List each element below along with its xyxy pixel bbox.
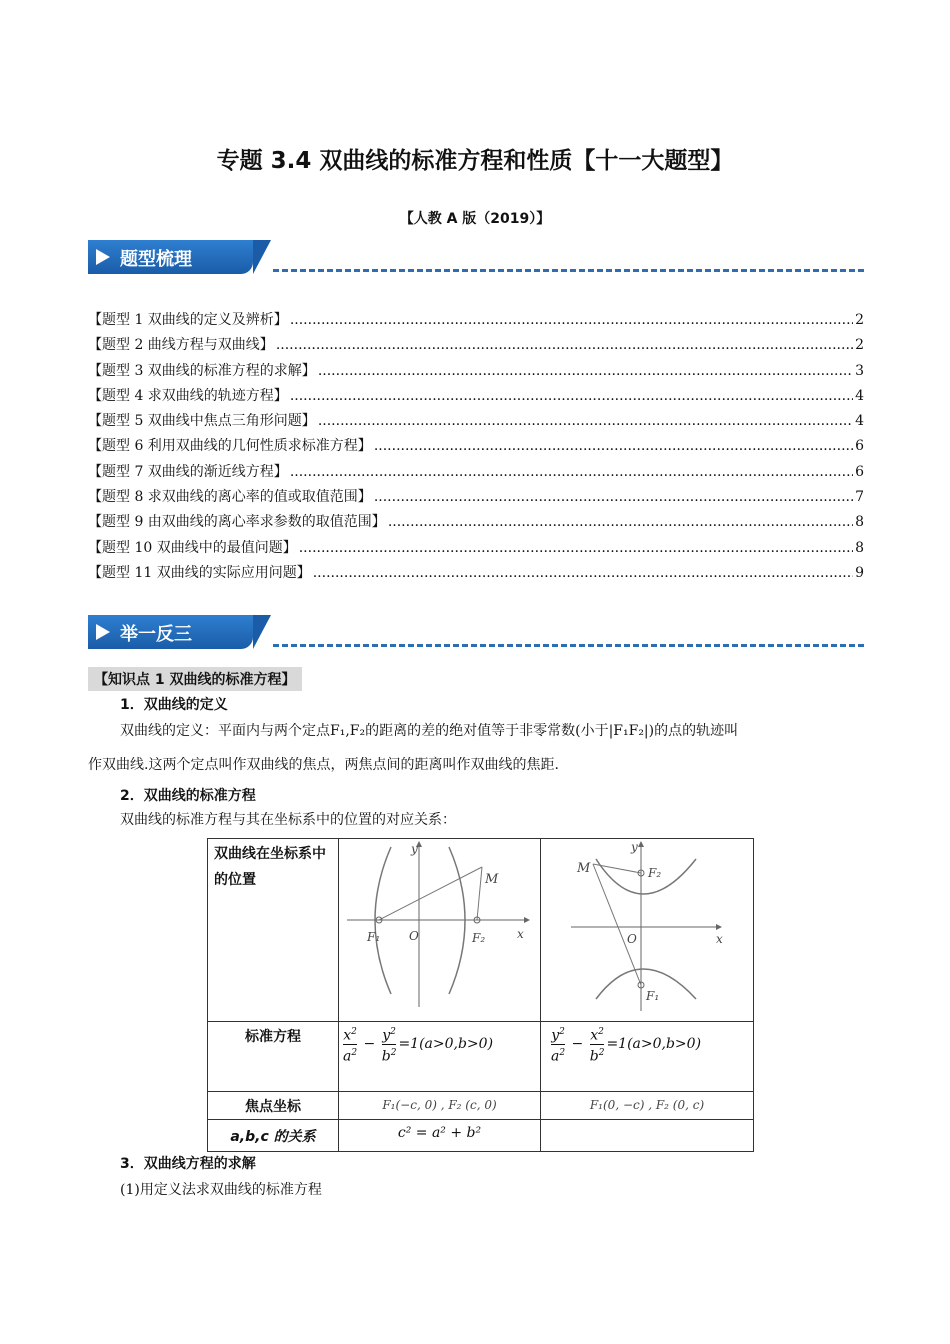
page-subtitle: 【人教 A 版（2019）】: [399, 211, 551, 227]
abc-relation: c² = a² + b²: [397, 1125, 482, 1141]
label-F1: F₁: [646, 989, 660, 1003]
table-of-contents: [88, 310, 864, 588]
label-O: O: [627, 932, 637, 946]
label-x: x: [716, 932, 723, 946]
method-definition: (1)用定义法求双曲线的标准方程: [120, 1182, 322, 1198]
heading-definition: 1．双曲线的定义: [120, 697, 228, 713]
section-banner-toc: [88, 240, 864, 274]
standard-intro: 双曲线的标准方程与其在坐标系中的位置的对应关系：: [120, 812, 456, 828]
page-title: 专题 3.4 双曲线的标准方程和性质【十一大题型】: [216, 148, 734, 174]
heading-solving: 3．双曲线方程的求解: [120, 1156, 256, 1172]
label-M: M: [485, 872, 499, 887]
row-head-foci: 焦点坐标: [245, 1099, 301, 1115]
equation-vertical: $\frac{y^2}{a^2}$ − $\frac{x^2}{b^2}$ =1(a>0,b>0): [549, 1024, 745, 1064]
toc-item[interactable]: 【题型 1 双曲线的定义及辨析】 ..... 2: [88, 310, 864, 335]
toc-item[interactable]: 【题型 10 双曲线中的最值问题】 ..... 8: [88, 538, 864, 563]
toc-item[interactable]: 【题型 2 曲线方程与双曲线】 ..... 2: [88, 335, 864, 360]
banner-label: 题型梳理: [120, 249, 192, 270]
definition-line1: 双曲线的定义：平面内与两个定点F₁,F₂的距离的差的绝对值等于非零常数(小于|F₁F₂|)的点的轨迹叫: [120, 723, 739, 739]
label-F2: F₂: [472, 931, 486, 945]
dashed-divider: [273, 269, 864, 272]
equation-horizontal: $\frac{x^2}{a^2}$ − $\frac{y^2}{b^2}$ =1(a>0,b>0): [341, 1024, 538, 1064]
toc-item[interactable]: 【题型 9 由双曲线的离心率求参数的取值范围】 ..... 8: [88, 512, 864, 537]
toc-item[interactable]: 【题型 7 双曲线的渐近线方程】 ..... 6: [88, 462, 864, 487]
toc-item[interactable]: 【题型 6 利用双曲线的几何性质求标准方程】 ..... 6: [88, 436, 864, 461]
dashed-divider: [273, 644, 864, 647]
banner-label: 举一反三: [120, 624, 192, 645]
heading-standard-equation: 2．双曲线的标准方程: [120, 788, 256, 804]
label-F1: F₁: [367, 930, 381, 944]
toc-item[interactable]: 【题型 8 求双曲线的离心率的值或取值范围】 ..... 7: [88, 487, 864, 512]
row-head-equation: 标准方程: [245, 1029, 301, 1045]
toc-item[interactable]: 【题型 5 双曲线中焦点三角形问题】 ..... 4: [88, 411, 864, 436]
foci-horizontal: F₁(−c, 0) , F₂ (c, 0): [382, 1098, 497, 1112]
toc-item[interactable]: 【题型 4 求双曲线的轨迹方程】 ..... 4: [88, 386, 864, 411]
toc-item[interactable]: 【题型 11 双曲线的实际应用问题】 ..... 9: [88, 563, 864, 588]
knowledge-point-tag: 【知识点 1 双曲线的标准方程】: [88, 667, 302, 691]
label-y: y: [631, 840, 638, 854]
label-O: O: [409, 929, 419, 943]
toc-item[interactable]: 【题型 3 双曲线的标准方程的求解】 ..... 3: [88, 361, 864, 386]
label-y: y: [411, 842, 418, 856]
section-banner-practice: [88, 615, 864, 649]
label-M: M: [577, 861, 591, 876]
row-head-relation: a,b,c 的关系: [230, 1129, 316, 1145]
definition-line2: 作双曲线.这两个定点叫作双曲线的焦点，两焦点间的距离叫作双曲线的焦距.: [88, 757, 559, 773]
label-x: x: [517, 927, 524, 941]
hyperbola-horizontal-figure: [339, 839, 539, 1017]
row-head-position: 双曲线在坐标系中的位置: [214, 846, 326, 888]
hyperbola-table: [207, 838, 754, 1152]
hyperbola-vertical-figure: [541, 839, 753, 1017]
foci-vertical: F₁(0, −c) , F₂ (0, c): [589, 1098, 705, 1112]
play-arrow-icon: [96, 249, 110, 265]
play-arrow-icon: [96, 624, 110, 640]
label-F2: F₂: [648, 866, 662, 880]
